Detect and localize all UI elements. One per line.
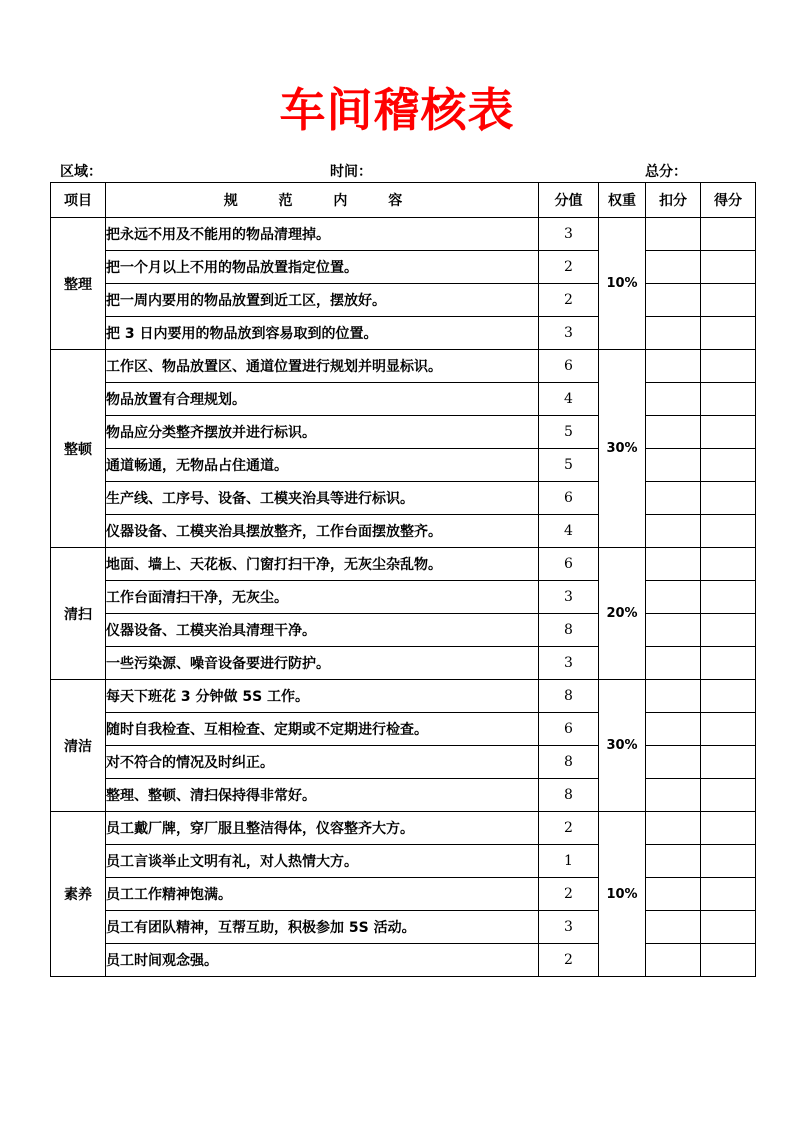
deduct-input-cell[interactable] — [646, 515, 701, 548]
table-row — [51, 944, 756, 977]
score-cell: 4 — [539, 383, 599, 416]
criteria-cell: 员工戴厂牌，穿厂服且整洁得体，仪容整齐大方。 — [106, 812, 539, 845]
header-get: 得分 — [701, 183, 756, 218]
score-cell: 8 — [539, 680, 599, 713]
table-row — [51, 416, 756, 449]
deduct-input-cell[interactable] — [646, 581, 701, 614]
criteria-cell: 物品应分类整齐摆放并进行标识。 — [106, 416, 539, 449]
category-cell: 清扫 — [51, 548, 106, 680]
score-cell: 5 — [539, 449, 599, 482]
table-row — [51, 482, 756, 515]
get-score-input-cell[interactable] — [701, 548, 756, 581]
table-row — [51, 812, 756, 845]
criteria-cell: 整理、整顿、清扫保持得非常好。 — [106, 779, 539, 812]
weight-cell: 10% — [599, 218, 646, 350]
score-cell: 6 — [539, 713, 599, 746]
weight-cell: 30% — [599, 350, 646, 548]
table-header-row — [51, 183, 756, 218]
deduct-input-cell[interactable] — [646, 251, 701, 284]
score-cell: 6 — [539, 350, 599, 383]
deduct-input-cell[interactable] — [646, 746, 701, 779]
header-category: 项目 — [51, 183, 106, 218]
get-score-input-cell[interactable] — [701, 350, 756, 383]
deduct-input-cell[interactable] — [646, 317, 701, 350]
table-row — [51, 350, 756, 383]
header-content: 规 范 内 容 — [106, 183, 539, 218]
score-cell: 8 — [539, 614, 599, 647]
criteria-cell: 员工时间观念强。 — [106, 944, 539, 977]
score-cell: 6 — [539, 482, 599, 515]
table-row — [51, 779, 756, 812]
get-score-input-cell[interactable] — [701, 218, 756, 251]
deduct-input-cell[interactable] — [646, 779, 701, 812]
deduct-input-cell[interactable] — [646, 449, 701, 482]
area-label: 区域： — [60, 164, 102, 180]
table-row — [51, 647, 756, 680]
criteria-cell: 把永远不用及不能用的物品清理掉。 — [106, 218, 539, 251]
deduct-input-cell[interactable] — [646, 284, 701, 317]
table-row — [51, 284, 756, 317]
deduct-input-cell[interactable] — [646, 845, 701, 878]
get-score-input-cell[interactable] — [701, 581, 756, 614]
get-score-input-cell[interactable] — [701, 911, 756, 944]
get-score-input-cell[interactable] — [701, 416, 756, 449]
get-score-input-cell[interactable] — [701, 944, 756, 977]
page-title: 车间稽核表 — [279, 83, 515, 137]
score-cell: 2 — [539, 944, 599, 977]
table-row — [51, 878, 756, 911]
deduct-input-cell[interactable] — [646, 218, 701, 251]
get-score-input-cell[interactable] — [701, 449, 756, 482]
criteria-cell: 员工言谈举止文明有礼，对人热情大方。 — [106, 845, 539, 878]
weight-cell: 20% — [599, 548, 646, 680]
time-label: 时间： — [330, 164, 372, 180]
criteria-cell: 每天下班花 3 分钟做 5S 工作。 — [106, 680, 539, 713]
category-cell: 整顿 — [51, 350, 106, 548]
category-cell: 整理 — [51, 218, 106, 350]
table-row — [51, 449, 756, 482]
table-body — [51, 218, 756, 977]
criteria-cell: 地面、墙上、天花板、门窗打扫干净，无灰尘杂乱物。 — [106, 548, 539, 581]
table-row — [51, 746, 756, 779]
deduct-input-cell[interactable] — [646, 383, 701, 416]
deduct-input-cell[interactable] — [646, 614, 701, 647]
score-cell: 2 — [539, 251, 599, 284]
criteria-cell: 通道畅通，无物品占住通道。 — [106, 449, 539, 482]
score-cell: 2 — [539, 878, 599, 911]
table-row — [51, 548, 756, 581]
table-row — [51, 218, 756, 251]
criteria-cell: 生产线、工序号、设备、工模夹治具等进行标识。 — [106, 482, 539, 515]
score-cell: 3 — [539, 218, 599, 251]
score-cell: 8 — [539, 746, 599, 779]
score-cell: 8 — [539, 779, 599, 812]
score-cell: 6 — [539, 548, 599, 581]
get-score-input-cell[interactable] — [701, 515, 756, 548]
category-cell: 清洁 — [51, 680, 106, 812]
score-cell: 1 — [539, 845, 599, 878]
get-score-input-cell[interactable] — [701, 647, 756, 680]
table-row — [51, 680, 756, 713]
table-row — [51, 317, 756, 350]
header-score: 分值 — [539, 183, 599, 218]
get-score-input-cell[interactable] — [701, 614, 756, 647]
table-row — [51, 911, 756, 944]
get-score-input-cell[interactable] — [701, 251, 756, 284]
weight-cell: 30% — [599, 680, 646, 812]
criteria-cell: 随时自我检查、互相检查、定期或不定期进行检查。 — [106, 713, 539, 746]
deduct-input-cell[interactable] — [646, 911, 701, 944]
criteria-cell: 物品放置有合理规划。 — [106, 383, 539, 416]
table-row — [51, 845, 756, 878]
deduct-input-cell[interactable] — [646, 680, 701, 713]
criteria-cell: 把一周内要用的物品放置到近工区，摆放好。 — [106, 284, 539, 317]
category-cell: 素养 — [51, 812, 106, 977]
criteria-cell: 把一个月以上不用的物品放置指定位置。 — [106, 251, 539, 284]
weight-cell: 10% — [599, 812, 646, 977]
score-cell: 3 — [539, 911, 599, 944]
deduct-input-cell[interactable] — [646, 482, 701, 515]
score-cell: 3 — [539, 647, 599, 680]
total-score-label: 总分： — [645, 164, 687, 180]
deduct-input-cell[interactable] — [646, 548, 701, 581]
criteria-cell: 员工工作精神饱满。 — [106, 878, 539, 911]
get-score-input-cell[interactable] — [701, 713, 756, 746]
deduct-input-cell[interactable] — [646, 350, 701, 383]
criteria-cell: 对不符合的情况及时纠正。 — [106, 746, 539, 779]
audit-table — [50, 182, 756, 977]
table-row — [51, 383, 756, 416]
table-row — [51, 515, 756, 548]
get-score-input-cell[interactable] — [701, 482, 756, 515]
get-score-input-cell[interactable] — [701, 680, 756, 713]
get-score-input-cell[interactable] — [701, 317, 756, 350]
score-cell: 5 — [539, 416, 599, 449]
criteria-cell: 把 3 日内要用的物品放到容易取到的位置。 — [106, 317, 539, 350]
deduct-input-cell[interactable] — [646, 713, 701, 746]
get-score-input-cell[interactable] — [701, 383, 756, 416]
criteria-cell: 工作台面清扫干净，无灰尘。 — [106, 581, 539, 614]
criteria-cell: 工作区、物品放置区、通道位置进行规划并明显标识。 — [106, 350, 539, 383]
table-row — [51, 614, 756, 647]
criteria-cell: 仪器设备、工模夹治具摆放整齐，工作台面摆放整齐。 — [106, 515, 539, 548]
get-score-input-cell[interactable] — [701, 779, 756, 812]
deduct-input-cell[interactable] — [646, 416, 701, 449]
score-cell: 3 — [539, 317, 599, 350]
table-row — [51, 251, 756, 284]
get-score-input-cell[interactable] — [701, 878, 756, 911]
get-score-input-cell[interactable] — [701, 845, 756, 878]
get-score-input-cell[interactable] — [701, 812, 756, 845]
table-row — [51, 713, 756, 746]
get-score-input-cell[interactable] — [701, 284, 756, 317]
header-deduct: 扣分 — [646, 183, 701, 218]
table-row — [51, 581, 756, 614]
criteria-cell: 员工有团队精神，互帮互助，积极参加 5S 活动。 — [106, 911, 539, 944]
header-weight: 权重 — [599, 183, 646, 218]
score-cell: 2 — [539, 812, 599, 845]
get-score-input-cell[interactable] — [701, 746, 756, 779]
score-cell: 3 — [539, 581, 599, 614]
score-cell: 4 — [539, 515, 599, 548]
criteria-cell: 仪器设备、工模夹治具清理干净。 — [106, 614, 539, 647]
score-cell: 2 — [539, 284, 599, 317]
deduct-input-cell[interactable] — [646, 812, 701, 845]
deduct-input-cell[interactable] — [646, 878, 701, 911]
criteria-cell: 一些污染源、噪音设备要进行防护。 — [106, 647, 539, 680]
deduct-input-cell[interactable] — [646, 944, 701, 977]
deduct-input-cell[interactable] — [646, 647, 701, 680]
